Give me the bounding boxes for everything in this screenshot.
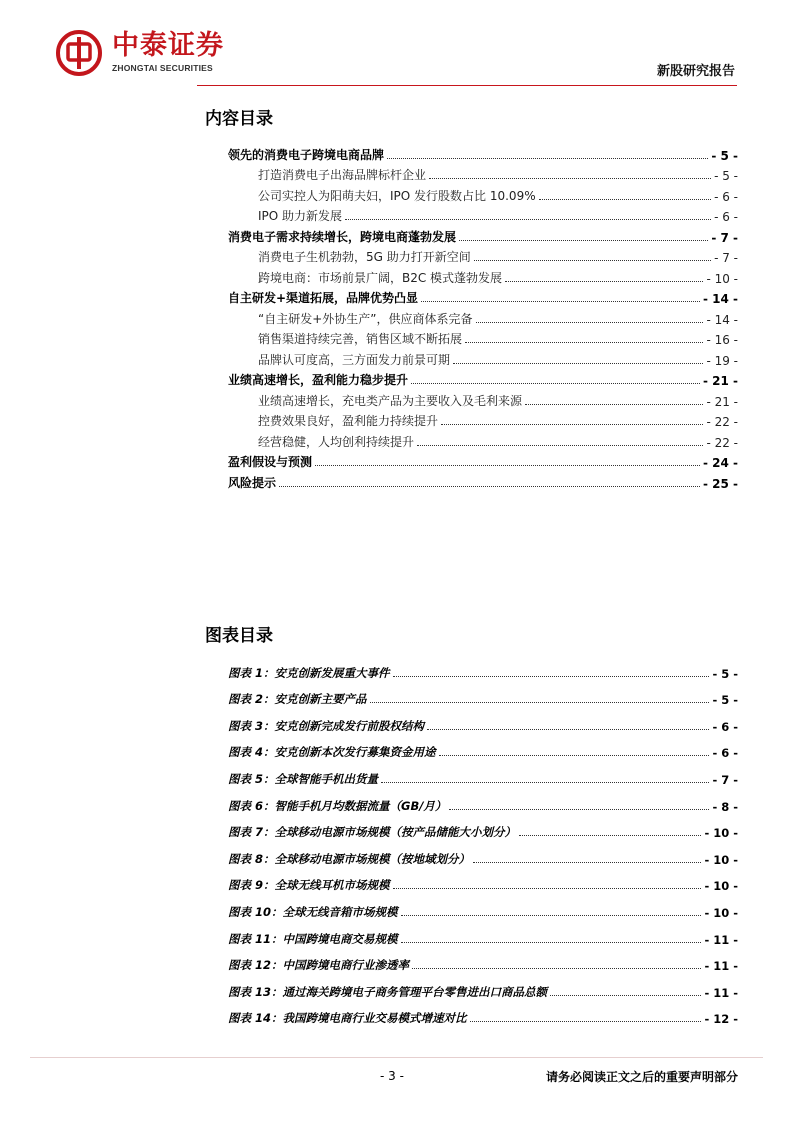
- dot-leader: [459, 240, 708, 241]
- dot-leader: [474, 260, 711, 261]
- entry-page: - 7 -: [714, 251, 738, 265]
- brand-name-en: ZHONGTAI SECURITIES: [112, 63, 213, 73]
- dot-leader: [345, 219, 711, 220]
- dot-leader: [381, 782, 709, 783]
- entry-page: - 14 -: [702, 292, 738, 306]
- dot-leader: [387, 158, 708, 159]
- entry-title: 风险提示: [228, 475, 277, 490]
- entry-title: 图表 13：通过海关跨境电子商务管理平台零售进出口商品总额: [228, 984, 548, 999]
- entry-title: 图表 10：全球无线音箱市场规模: [228, 904, 398, 919]
- page-header: [0, 0, 793, 90]
- entry-title: 公司实控人为阳萌夫妇，IPO 发行股数占比 10.09%: [258, 188, 536, 203]
- dot-leader: [550, 995, 701, 996]
- figure-entry[interactable]: [228, 814, 738, 841]
- dot-leader: [401, 942, 702, 943]
- entry-page: - 21 -: [702, 374, 738, 388]
- figure-entry[interactable]: [228, 947, 738, 974]
- dot-leader: [411, 383, 700, 384]
- toc-entry[interactable]: [228, 204, 738, 225]
- entry-page: - 6 -: [714, 189, 738, 204]
- dot-leader: [470, 1021, 702, 1022]
- toc-entry[interactable]: [228, 429, 738, 450]
- figure-entry[interactable]: [228, 867, 738, 894]
- figure-entry[interactable]: [228, 681, 738, 708]
- entry-page: - 10 -: [704, 852, 738, 867]
- entry-page: - 6 -: [712, 719, 738, 734]
- dot-leader: [441, 424, 703, 425]
- entry-page: - 22 -: [706, 415, 738, 429]
- dot-leader: [412, 968, 701, 969]
- zhongtai-logo-icon: [56, 30, 102, 76]
- entry-page: - 22 -: [706, 435, 738, 450]
- entry-title: IPO 助力新发展: [258, 209, 343, 223]
- entry-page: - 11 -: [704, 959, 738, 974]
- entry-page: - 5 -: [711, 148, 738, 163]
- entry-page: - 7 -: [711, 230, 738, 245]
- toc-entry[interactable]: [228, 388, 738, 409]
- figure-entry[interactable]: [228, 707, 738, 734]
- entry-title: 图表 11：中国跨境电商交易规模: [228, 931, 398, 946]
- figure-entry[interactable]: [228, 973, 738, 1000]
- figure-entry[interactable]: [228, 734, 738, 761]
- entry-page: - 6 -: [712, 746, 738, 761]
- toc-entry[interactable]: [228, 142, 738, 163]
- entry-page: - 10 -: [704, 879, 738, 894]
- footer-disclaimer: 请务必阅读正文之后的重要声明部分: [545, 1070, 738, 1084]
- entry-title: 图表 6：智能手机月均数据流量（GB/月）: [228, 798, 447, 813]
- toc-entry[interactable]: [228, 286, 738, 307]
- entry-page: - 7 -: [712, 772, 738, 787]
- dot-leader: [401, 915, 702, 916]
- entry-title: 图表 5：全球智能手机出货量: [228, 771, 379, 786]
- toc-entry[interactable]: [228, 306, 738, 327]
- dot-leader: [439, 755, 710, 756]
- figure-entry[interactable]: [228, 1000, 738, 1027]
- contents-title: 内容目录: [205, 109, 273, 129]
- dot-leader: [417, 445, 703, 446]
- entry-page: - 5 -: [712, 666, 738, 681]
- toc-entry[interactable]: [228, 245, 738, 266]
- page-number: - 3 -: [380, 1069, 404, 1083]
- entry-title: 品牌认可度高，三方面发力前景可期: [258, 352, 451, 367]
- toc-entry[interactable]: [228, 183, 738, 204]
- toc-entry[interactable]: [228, 163, 738, 184]
- entry-title: 图表 1：安克创新发展重大事件: [228, 665, 390, 680]
- report-type: 新股研究报告: [656, 64, 735, 79]
- figures-title: 图表目录: [205, 626, 273, 646]
- toc-entry[interactable]: [228, 470, 738, 491]
- entry-page: - 8 -: [712, 799, 738, 814]
- dot-leader: [519, 835, 701, 836]
- entry-page: - 5 -: [712, 693, 738, 708]
- entry-title: 图表 3：安克创新完成发行前股权结构: [228, 718, 425, 733]
- entry-title: 图表 7：全球移动电源市场规模（按产品储能大小划分）: [228, 825, 517, 840]
- entry-title: 盈利假设与预测: [228, 455, 313, 469]
- dot-leader: [525, 404, 703, 405]
- entry-title: 打造消费电子出海品牌标杆企业: [258, 168, 427, 182]
- entry-title: 业绩高速增长，充电类产品为主要收入及毛利来源: [258, 393, 523, 408]
- entry-title: 业绩高速增长，盈利能力稳步提升: [228, 373, 409, 387]
- entry-page: - 12 -: [704, 1012, 738, 1027]
- figure-entry[interactable]: [228, 654, 738, 681]
- entry-page: - 10 -: [704, 826, 738, 841]
- toc-entry[interactable]: [228, 327, 738, 348]
- entry-page: - 5 -: [714, 169, 738, 183]
- toc-entry[interactable]: [228, 368, 738, 389]
- entry-title: 领先的消费电子跨境电商品牌: [228, 147, 385, 162]
- dot-leader: [427, 729, 709, 730]
- dot-leader: [465, 342, 703, 343]
- entry-title: 跨境电商：市场前景广阔，B2C 模式蓬勃发展: [258, 270, 503, 285]
- entry-page: - 16 -: [706, 333, 738, 347]
- entry-title: 消费电子需求持续增长，跨境电商蓬勃发展: [228, 229, 457, 244]
- entry-title: “自主研发+外协生产”，供应商体系完备: [258, 311, 473, 326]
- entry-page: - 11 -: [704, 985, 738, 1000]
- entry-page: - 25 -: [702, 476, 738, 491]
- entry-page: - 24 -: [702, 456, 738, 470]
- entry-page: - 10 -: [704, 905, 738, 920]
- dot-leader: [505, 281, 703, 282]
- entry-title: 消费电子生机勃勃，5G 助力打开新空间: [258, 250, 471, 264]
- entry-title: 销售渠道持续完善，销售区域不断拓展: [258, 332, 463, 346]
- footer-divider: [30, 1057, 763, 1058]
- figure-entry[interactable]: [228, 893, 738, 920]
- entry-page: - 19 -: [706, 353, 738, 368]
- dot-leader: [539, 199, 711, 200]
- contents-list: [228, 142, 738, 491]
- entry-title: 图表 2：安克创新主要产品: [228, 692, 367, 707]
- dot-leader: [473, 862, 701, 863]
- figure-entry[interactable]: [228, 760, 738, 787]
- entry-title: 图表 9：全球无线耳机市场规模: [228, 878, 390, 893]
- entry-page: - 21 -: [706, 394, 738, 409]
- dot-leader: [429, 178, 711, 179]
- figure-entry[interactable]: [228, 787, 738, 814]
- brand-name-cn: 中泰证券: [112, 30, 224, 61]
- dot-leader: [453, 363, 703, 364]
- dot-leader: [370, 702, 710, 703]
- toc-entry[interactable]: [228, 409, 738, 430]
- toc-entry[interactable]: [228, 347, 738, 368]
- entry-title: 图表 12：中国跨境电商行业渗透率: [228, 958, 410, 973]
- toc-entry[interactable]: [228, 265, 738, 286]
- dot-leader: [279, 486, 700, 487]
- entry-page: - 14 -: [706, 312, 738, 327]
- entry-title: 自主研发+渠道拓展，品牌优势凸显: [228, 291, 419, 305]
- entry-title: 图表 4：安克创新本次发行募集资金用途: [228, 745, 436, 760]
- header-divider: [197, 85, 737, 86]
- dot-leader: [449, 809, 709, 810]
- toc-entry[interactable]: [228, 224, 738, 245]
- figure-entry[interactable]: [228, 920, 738, 947]
- entry-title: 图表 14：我国跨境电商行业交易模式增速对比: [228, 1011, 467, 1026]
- figures-list: [228, 654, 738, 1026]
- entry-title: 图表 8：全球移动电源市场规模（按地域划分）: [228, 851, 471, 866]
- dot-leader: [315, 465, 700, 466]
- dot-leader: [476, 322, 704, 323]
- dot-leader: [393, 888, 702, 889]
- toc-entry[interactable]: [228, 450, 738, 471]
- entry-page: - 10 -: [706, 271, 738, 286]
- dot-leader: [393, 676, 710, 677]
- figure-entry[interactable]: [228, 840, 738, 867]
- dot-leader: [421, 301, 700, 302]
- entry-page: - 11 -: [704, 932, 738, 947]
- entry-page: - 6 -: [714, 210, 738, 224]
- entry-title: 控费效果良好，盈利能力持续提升: [258, 414, 439, 428]
- entry-title: 经营稳健，人均创利持续提升: [258, 434, 415, 449]
